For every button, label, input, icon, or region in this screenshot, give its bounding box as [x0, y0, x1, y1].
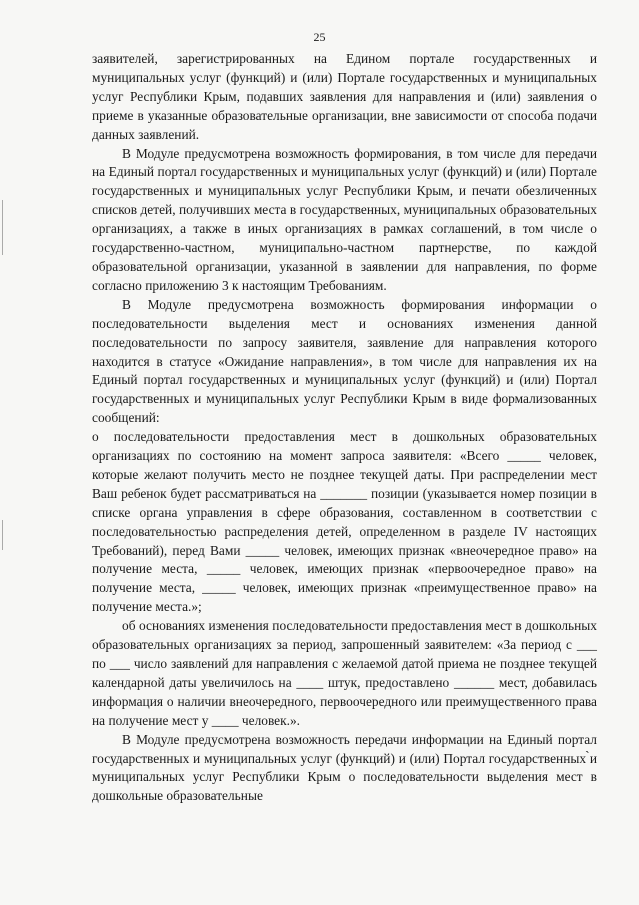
- paragraph-lists-formation: В Модуле предусмотрена возможность формирования, в том числе для передачи на Единый портал государственных и муниципальных услуг (функций) и (или) Портале государственных и муниципальных услуг Республики Крым, и печати обезличенных списков детей, получивших места в государственных, муниципальных образовательных организациях, а также в иных организациях в рамках соглашений, в том числе о государственно-частном, муниципально-частном партнерстве, по каждой образовательной организации, указанной в заявлении для направления, по форме согласно приложению 3 к настоящим Требованиям.: [92, 145, 597, 293]
- page-number: 25: [313, 30, 326, 44]
- scan-edge-mark: [2, 200, 3, 255]
- paragraph-sequence-message: о последовательности предоставления мест в дошкольных образовательных организациях по состоянию на момент запроса заявителя: «Всего _____ человек, которые желают получить место не позднее текущей даты. При распределении мест Ваш ребенок будет рассматриваться на _______ позиции (указывается номер позиции в списке органа управления в сфере образования, составленном в соответствии с последовательностью распределения детей, определенном в разделе IV настоящих Требований), перед Вами _____ человек, имеющих признак «внеочередное право» на получение места, _____ человек, имеющих признак «первоочередное право» на получение места, _____ человек, имеющих признак «преимущественное право» на получение места.»;: [92, 429, 597, 615]
- body-text: [92, 50, 597, 806]
- paragraph-change-reasons: об основаниях изменения последовательности предоставления мест в дошкольных образовательных организациях за период, запрошенный заявителем: «За период с ___ по ___ число заявлений для направления с желаемой датой приема не позднее текущей календарной даты увеличилось на ____ штук, предоставлено ______ мест, добавилась информация о наличии внеочередного, первоочередного или преимущественного права на получение мест у ____ человек.».: [92, 618, 597, 728]
- paragraph-sequence-info: В Модуле предусмотрена возможность формирования информации о последовательности выделения мест и основаниях изменения данной последовательности по запросу заявителя, заявление для направления которого находится в статусе «Ожидание направления», в том числе для направления их на Единый портал государственных и муниципальных услуг (функций) и (или) Портал государственных и муниципальных услуг Республики Крым в виде формализованных сообщений:: [92, 296, 597, 426]
- paragraph-continuation: заявителей, зарегистрированных на Едином портале государственных и муниципальных услуг (функций) и (или) Портале государственных и муниципальных услуг Республики Крым, подавших заявления для направления и (или) заявления о приеме в указанные образовательные организации, вне зависимости от способа подачи данных заявлений.: [92, 51, 597, 142]
- scan-edge-mark: [2, 520, 3, 550]
- paragraph-transfer-info: В Модуле предусмотрена возможность передачи информации на Единый портал государственных и муниципальных услуг (функций) и (или) Портал государственных ̀и муниципальных услуг Республики Крым о последовательности выделения мест в дошкольные образовательные: [92, 731, 597, 804]
